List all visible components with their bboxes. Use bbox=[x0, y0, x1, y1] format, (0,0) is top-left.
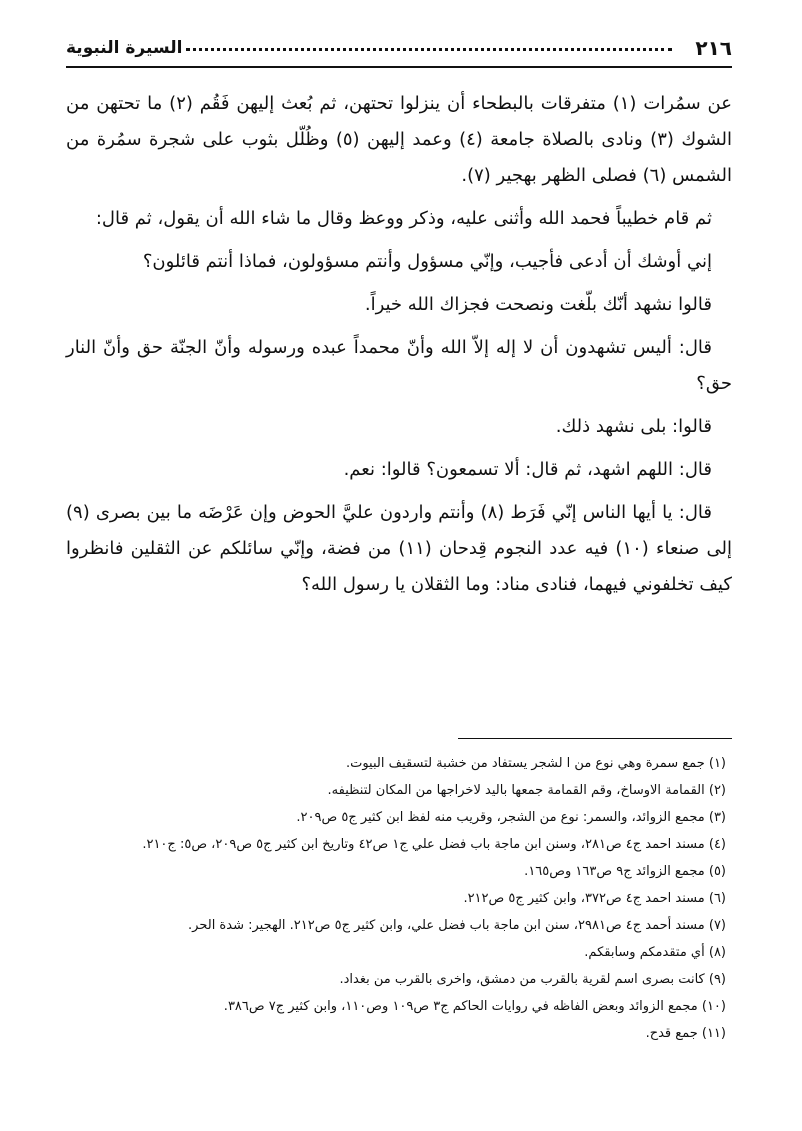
footnote-10: (١٠) مجمع الزوائد وبعض الفاظه في روايات الحاكم ج٣ ص١٠٩ وص١١٠، وابن كثير ج٧ ص٣٨٦. bbox=[223, 999, 726, 1014]
paragraph-2: ثم قام خطيباً فحمد الله وأثنى عليه، وذكر ووعظ وقال ما شاء الله أن يقول، ثم قال: bbox=[95, 208, 712, 229]
page-header bbox=[66, 36, 732, 68]
footnote-7: (٧) مسند أحمد ج٤ ص٢٩٨١، سنن ابن ماجة باب فضل علي، وابن كثير ج٥ ص٢١٢. الهجير: شدة الحر. bbox=[188, 918, 726, 933]
footnote-11: (١١) جمع قدح. bbox=[645, 1026, 726, 1041]
paragraph-5: قال: أليس تشهدون أن لا إله إلاّ الله وأنّ محمداً عبده ورسوله وأنّ الجنّة حق وأنّ النار حق؟ bbox=[66, 337, 732, 394]
main-text bbox=[66, 86, 732, 610]
header-dot-leader bbox=[186, 48, 672, 51]
footnote-6: (٦) مسند احمد ج٤ ص٣٧٢، وابن كثير ج٥ ص٢١٢. bbox=[463, 891, 726, 906]
footnote-3: (٣) مجمع الزوائد، والسمر: نوع من الشجر، وقريب منه لفظ ابن كثير ج٥ ص٢٠٩. bbox=[296, 810, 726, 825]
paragraph-4: قالوا نشهد أنّك بلّغت ونصحت فجزاك الله خيراً. bbox=[364, 294, 712, 315]
paragraph-6: قالوا: بلى نشهد ذلك. bbox=[555, 416, 712, 437]
paragraph-8: قال: يا أيها الناس إنّي فَرَط (٨) وأنتم واردون عليَّ الحوض وإن عَرْضَه ما بين بصرى (٩) إلى صنعاء (١٠) فيه عدد النجوم قِدحان (١١) من فضة، وإنّي سائلكم عن الثقلين فانظروا كيف تخلفوني فيهما، فنادى مناد: وما الثقلان يا رسول الله؟ bbox=[66, 502, 732, 595]
footnote-separator bbox=[458, 738, 732, 739]
paragraph-7: قال: اللهم اشهد، ثم قال: ألا تسمعون؟ قالوا: نعم. bbox=[343, 459, 712, 480]
footnote-9: (٩) كانت بصرى اسم لقرية بالقرب من دمشق، واخرى بالقرب من بغداد. bbox=[339, 972, 726, 987]
footnote-4: (٤) مسند احمد ج٤ ص٢٨١، وسنن ابن ماجة باب فضل علي ج١ ص٤٢ وتاريخ ابن كثير ج٥ ص٢٠٩، ص٥: ج٢١٠. bbox=[142, 837, 726, 852]
footnote-5: (٥) مجمع الزوائد ج٩ ص١٦٣ وص١٦٥. bbox=[524, 864, 726, 879]
paragraph-3: إني أوشك أن أدعى فأجيب، وإنّي مسؤول وأنتم مسؤولون، فماذا أنتم قائلون؟ bbox=[142, 251, 712, 272]
footnote-2: (٢) القمامة الاوساخ، وقم القمامة جمعها باليد لاخراجها من المكان لتنظيفه. bbox=[327, 783, 726, 798]
footnote-8: (٨) أي متقدمكم وسابقكم. bbox=[584, 945, 726, 960]
paragraph-1: عن سمُرات (١) متفرقات بالبطحاء أن ينزلوا تحتهن، ثم بُعث إليهن فَقُم (٢) ما تحتهن من الشوك (٣) ونادى بالصلاة جامعة (٤) وعمد إليهن (٥) وظُلّل بثوب على شجرة سمُرة من الشمس (٦) فصلى الظهر بهجير (٧). bbox=[66, 93, 733, 186]
footnote-1: (١) جمع سمرة وهي نوع من ا لشجر يستفاد من خشبة لتسقيف البيوت. bbox=[345, 756, 726, 771]
footnotes bbox=[66, 750, 732, 1047]
running-title: السيرة النبوية bbox=[66, 38, 183, 58]
page-number: ٢١٦ bbox=[695, 36, 732, 60]
